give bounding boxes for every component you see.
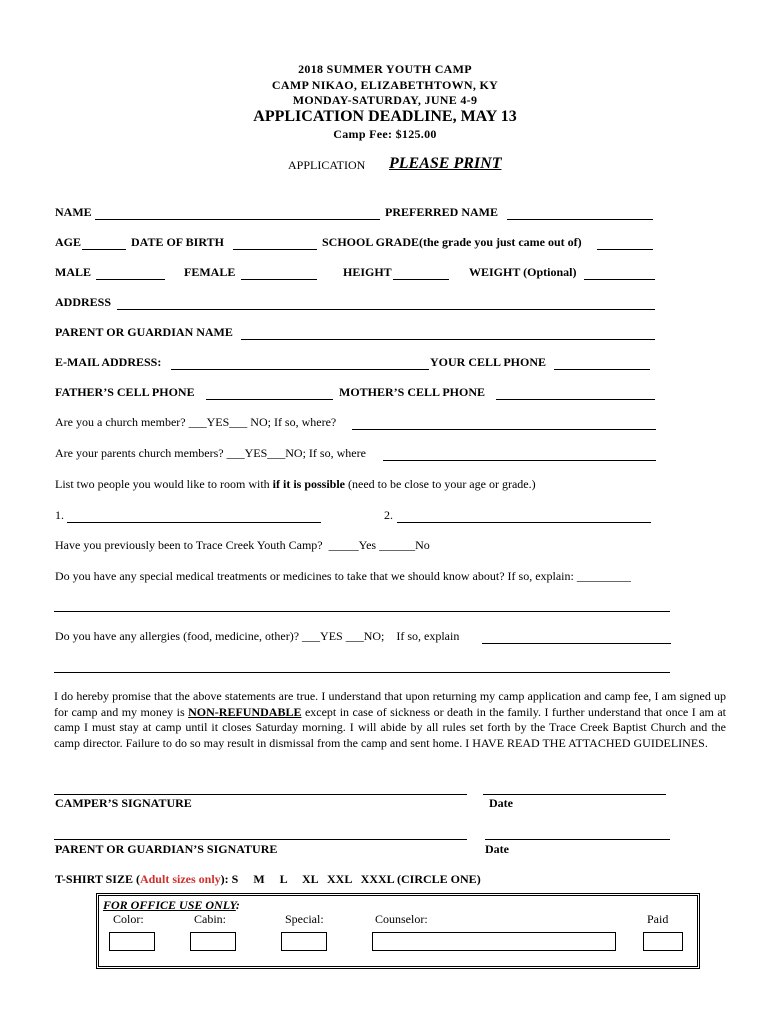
office-paid-box[interactable] [643,932,683,951]
application-deadline: APPLICATION DEADLINE, MAY 13 [253,108,517,125]
male-field[interactable] [96,279,165,280]
name-label: NAME [55,205,92,219]
roommate-1-field[interactable] [67,522,321,523]
camp-dates: MONDAY-SATURDAY, JUNE 4-9 [292,93,478,107]
female-label: FEMALE [184,265,236,279]
weight-field[interactable] [584,279,655,280]
roommate-2-field[interactable] [397,522,651,523]
male-label: MALE [55,265,91,279]
non-refundable-notice: NON-REFUNDABLE [188,704,302,719]
allergies-explain-field[interactable] [482,643,671,644]
medical-question: Do you have any special medical treatments or medicines to take that we should know about? If so, explain: _________ [55,569,631,583]
adult-sizes-note: Adult sizes only [139,872,221,886]
roommates-note: (need to be close to your age or grade.) [345,477,536,491]
office-use-title [103,898,240,913]
church-member-question: Are you a church member? ___YES___ NO; If so, where? [55,415,337,429]
application-label: APPLICATION [288,158,366,172]
previous-camp-question: Have you previously been to Trace Creek Youth Camp? _____Yes ______No [55,538,430,552]
please-print: PLEASE PRINT [389,155,502,172]
camp-fee: Camp Fee: $125.00 [333,127,437,141]
school-grade-label: SCHOOL GRADE(the grade you just came out of) [322,235,582,249]
father-cell-label: FATHER’S CELL PHONE [55,385,195,399]
roommate-1-label: 1. [55,508,64,522]
mother-cell-label: MOTHER’S CELL PHONE [339,385,486,399]
cell-phone-field[interactable] [554,369,650,370]
dob-label: DATE OF BIRTH [131,235,224,249]
allergies-question: Do you have any allergies (food, medicine, other)? ___YES ___NO; If so, explain [55,629,460,643]
parent-name-label: PARENT OR GUARDIAN NAME [55,325,233,339]
camper-signature-field[interactable] [54,794,467,795]
name-field[interactable] [95,219,380,220]
office-counselor-label: Counselor: [375,912,428,926]
office-cabin-label: Cabin: [194,912,226,926]
email-field[interactable] [171,369,429,370]
address-field[interactable] [117,309,655,310]
office-cabin-box[interactable] [190,932,236,951]
camper-signature-label: CAMPER’S SIGNATURE [55,796,192,810]
office-paid-label: Paid [647,912,669,926]
preferred-name-label: PREFERRED NAME [385,205,498,219]
parent-date-label: Date [485,842,509,856]
camp-title: 2018 SUMMER YOUTH CAMP [298,62,472,76]
dob-field[interactable] [233,249,317,250]
office-use-title-text: FOR OFFICE USE ONLY [103,898,236,912]
office-special-label: Special: [285,912,324,926]
parents-church-question: Are your parents church members? ___YES___NO; If so, where [55,446,366,460]
mother-cell-field[interactable] [496,399,655,400]
roommate-2-label: 2. [384,508,393,522]
medical-explain-field[interactable] [54,611,670,612]
parent-signature-label: PARENT OR GUARDIAN’S SIGNATURE [55,842,278,856]
parent-signature-field[interactable] [54,839,467,840]
parents-church-where-field[interactable] [383,460,656,461]
roommates-question [55,477,536,492]
allergies-explain-field-2[interactable] [54,672,670,673]
height-field[interactable] [393,279,449,280]
preferred-name-field[interactable] [507,219,653,220]
weight-label: WEIGHT (Optional) [469,265,577,279]
roommates-text: List two people you would like to room with [55,477,273,491]
office-color-box[interactable] [109,932,155,951]
female-field[interactable] [241,279,317,280]
agreement-text-1: I do hereby promise that the above statements are true. I understand that upon returning my camp application and camp fee, I am signed up for camp and my money is [54,689,726,719]
office-special-box[interactable] [281,932,327,951]
email-label: E-MAIL ADDRESS: [55,355,162,369]
age-label: AGE [55,235,82,249]
height-label: HEIGHT [343,265,392,279]
agreement-text-2: except in case of sickness or death in the family. I further understand that once I am at camp I must stay at camp until it closes Saturday morning. I will abide by all rules set forth by the Trace Creek Baptist Church and the camp director. Failure to do so may result in dismissal from the camp and sent home. I HAVE READ THE ATTACHED GUIDELINES. [54,704,726,750]
agreement-statement [54,689,726,751]
office-color-label: Color: [113,912,144,926]
office-counselor-box[interactable] [372,932,616,951]
church-where-field[interactable] [352,429,656,430]
age-field[interactable] [82,249,126,250]
school-grade-field[interactable] [597,249,653,250]
tshirt-size-options[interactable]: ): S M L XL XXL XXXL (CIRCLE ONE) [220,872,481,886]
camp-location: CAMP NIKAO, ELIZABETHTOWN, KY [271,78,499,92]
tshirt-label: T-SHIRT SIZE ( [55,872,140,886]
roommates-emphasis: if it is possible [272,477,346,491]
camper-date-label: Date [489,796,513,810]
office-use-colon: : [235,898,240,912]
father-cell-field[interactable] [206,399,333,400]
camper-date-field[interactable] [483,794,666,795]
parent-name-field[interactable] [241,339,655,340]
parent-date-field[interactable] [485,839,670,840]
address-label: ADDRESS [55,295,112,309]
tshirt-size-row [55,872,481,887]
cell-phone-label: YOUR CELL PHONE [430,355,547,369]
